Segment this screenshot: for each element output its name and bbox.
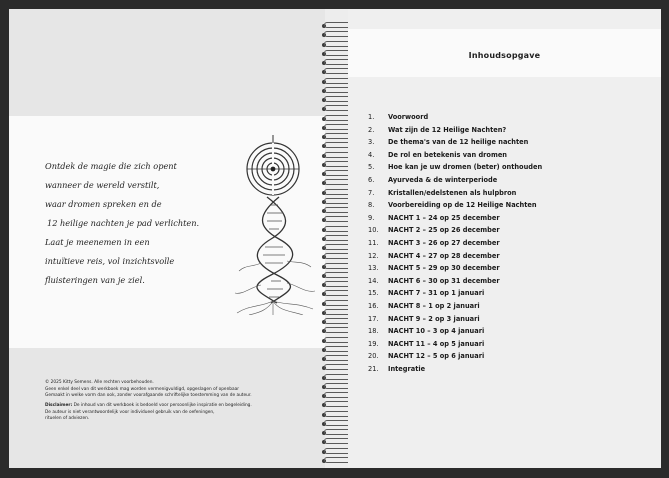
toc-item[interactable]	[368, 365, 648, 378]
toc-item[interactable]	[368, 138, 648, 151]
poem-line: 12 heilige nachten je pad verlichten.	[47, 218, 200, 228]
toc-item[interactable]	[368, 264, 648, 277]
poem-line: intuïtieve reis, vol inzichtsvolle	[45, 256, 175, 266]
table-of-contents	[368, 113, 648, 377]
toc-item[interactable]	[368, 252, 648, 265]
toc-item[interactable]	[368, 277, 648, 290]
toc-item-title: NACHT 1 – 24 op 25 december	[388, 213, 500, 222]
toc-item-title: NACHT 2 – 25 op 26 december	[388, 226, 500, 235]
toc-item[interactable]	[368, 163, 648, 176]
toc-item-title: NACHT 6 – 30 op 31 december	[388, 276, 500, 285]
copyright-footer	[45, 380, 320, 427]
toc-item-number: 14.	[368, 276, 379, 285]
toc-item-title: Voorwoord	[388, 113, 429, 121]
toc-item-title: NACHT 3 – 26 op 27 december	[388, 238, 500, 247]
toc-item[interactable]	[368, 352, 648, 365]
toc-item-title: Voorbereiding op de 12 Heilige Nachten	[388, 201, 537, 210]
copyright-line: Gemaakt in welke vorm dan ook, zonder voorafgaande schriftelijke toestemming van de auteur.	[45, 393, 252, 399]
right-page	[348, 9, 661, 468]
toc-item-number: 20.	[368, 352, 379, 361]
toc-item[interactable]	[368, 239, 648, 252]
toc-item-number: 1.	[368, 113, 375, 121]
toc-item-title: Integratie	[388, 364, 426, 373]
poem	[45, 157, 235, 290]
labyrinth-dna-tree-illustration	[231, 135, 317, 315]
toc-item[interactable]	[368, 327, 648, 340]
toc-item[interactable]	[368, 176, 648, 189]
toc-item-number: 17.	[368, 314, 379, 323]
toc-item-title: De rol en betekenis van dromen	[388, 150, 507, 159]
toc-item-title: Hoe kan je uw dromen (beter) onthouden	[388, 163, 543, 172]
toc-item[interactable]	[368, 151, 648, 164]
toc-item[interactable]	[368, 302, 648, 315]
toc-item[interactable]	[368, 315, 648, 328]
toc-item[interactable]	[368, 113, 648, 126]
toc-item-number: 7.	[368, 188, 375, 197]
toc-item-number: 11.	[368, 238, 379, 247]
toc-item[interactable]	[368, 289, 648, 302]
toc-item-number: 19.	[368, 339, 379, 348]
toc-item-number: 13.	[368, 264, 379, 273]
toc-item-title: NACHT 9 – 2 op 3 januari	[388, 314, 480, 323]
toc-item[interactable]	[368, 340, 648, 353]
toc-item-number: 2.	[368, 125, 375, 134]
poem-line: Laat je meenemen in een	[45, 237, 150, 247]
toc-item-number: 12.	[368, 251, 379, 260]
toc-item-number: 8.	[368, 201, 375, 210]
left-page	[9, 9, 325, 468]
toc-item-title: NACHT 11 – 4 op 5 januari	[388, 339, 485, 348]
toc-item-number: 10.	[368, 226, 379, 235]
toc-item-number: 6.	[368, 175, 375, 184]
toc-item-title: Ayurveda & de winterperiode	[388, 175, 498, 184]
toc-item[interactable]	[368, 189, 648, 202]
toc-item-title: NACHT 12 – 5 op 6 januari	[388, 352, 485, 361]
disclaimer-label: Disclaimer:	[45, 403, 73, 409]
toc-item[interactable]	[368, 201, 648, 214]
disclaimer-line: De auteur is niet verantwoordelijk voor individueel gebruik van de oefeningen,	[45, 409, 215, 415]
toc-item[interactable]	[368, 126, 648, 139]
toc-item-number: 16.	[368, 301, 379, 310]
poem-line: Ontdek de magie die zich opent	[45, 161, 177, 171]
copyright-line: Geen enkel deel van dit werkboek mag worden vermenigvuldigd, opgeslagen of openbaar	[45, 386, 240, 392]
toc-item-title: NACHT 5 – 29 op 30 december	[388, 264, 500, 273]
toc-item-title: Kristallen/edelstenen als hulpbron	[388, 188, 517, 197]
toc-item-number: 18.	[368, 327, 379, 336]
toc-header-band	[348, 29, 661, 77]
toc-item[interactable]	[368, 226, 648, 239]
toc-title: Inhoudsopgave	[468, 51, 541, 60]
toc-item-title: NACHT 7 – 31 op 1 januari	[388, 289, 485, 298]
poem-line: fluisteringen van je ziel.	[45, 275, 145, 285]
toc-item-number: 9.	[368, 213, 375, 222]
toc-item-number: 4.	[368, 150, 375, 159]
toc-item-number: 5.	[368, 163, 375, 172]
toc-item-number: 21.	[368, 364, 379, 373]
poem-line: wanneer de wereld verstilt,	[45, 180, 160, 190]
toc-item-title: NACHT 8 – 1 op 2 januari	[388, 301, 480, 310]
toc-item-title: Wat zijn de 12 Heilige Nachten?	[388, 125, 507, 134]
toc-item-title: NACHT 10 – 3 op 4 januari	[388, 327, 485, 336]
toc-item-number: 3.	[368, 138, 375, 147]
notebook-spread	[9, 9, 661, 468]
disclaimer-line: De inhoud van dit werkboek is bedoeld voor persoonlijke inspiratie en begeleiding.	[72, 403, 252, 409]
poem-line: waar dromen spreken en de	[45, 199, 162, 209]
toc-item-number: 15.	[368, 289, 379, 298]
disclaimer-line: rituelen of adviezen.	[45, 416, 90, 422]
copyright-line: © 2025 Kitty Semens. Alle rechten voorbehouden.	[45, 380, 154, 385]
toc-item-title: NACHT 4 – 27 op 28 december	[388, 251, 500, 260]
toc-item-title: De thema's van de 12 heilige nachten	[388, 138, 529, 147]
toc-item[interactable]	[368, 214, 648, 227]
